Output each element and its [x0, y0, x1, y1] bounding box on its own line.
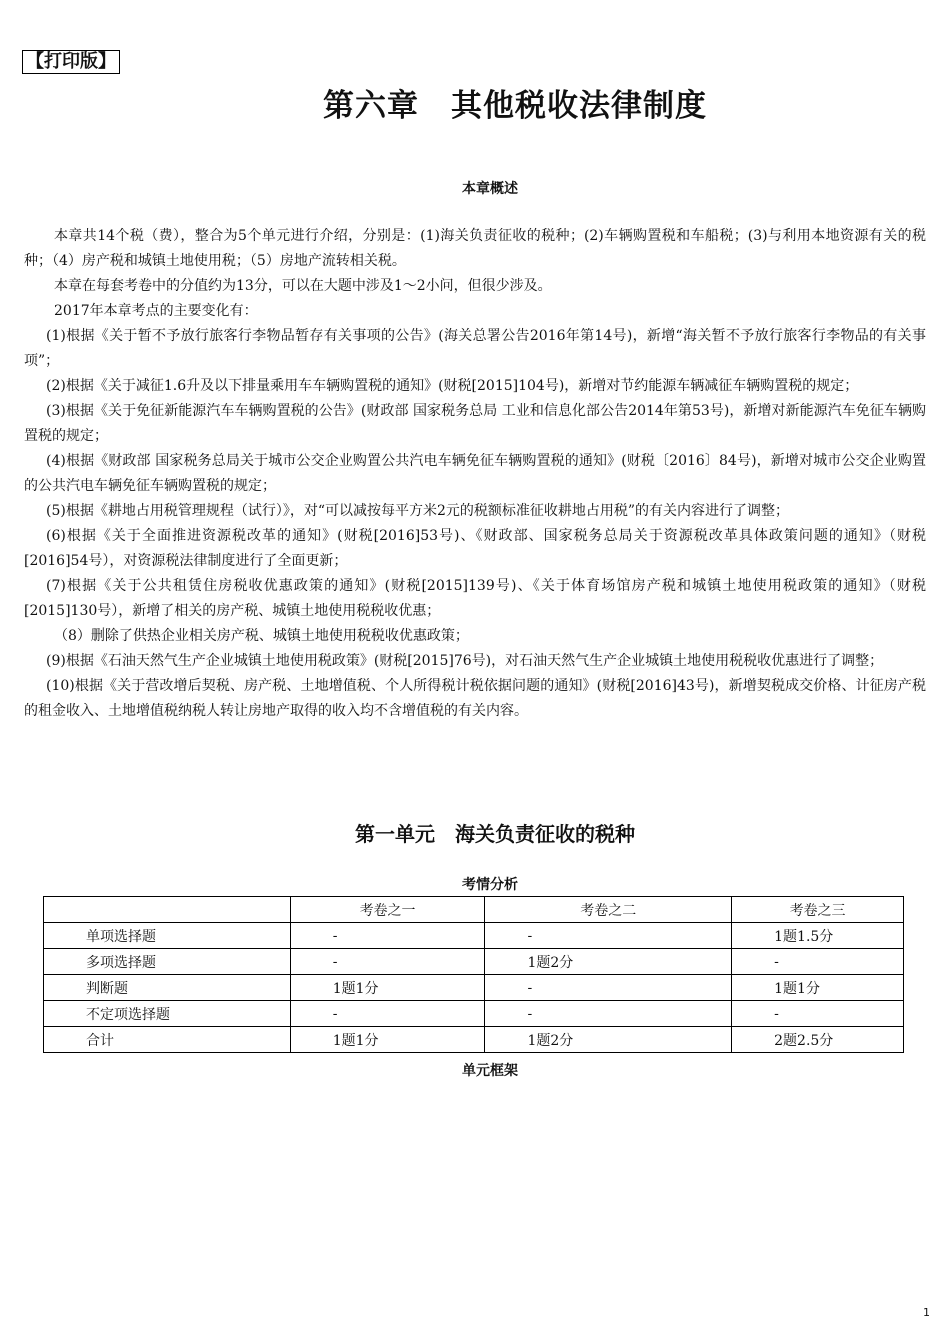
- table-cell: 2题2.5分: [732, 1027, 904, 1053]
- change-item-9: (9)根据《石油天然气生产企业城镇土地使用税政策》(财税[2015]76号)，对石油天然气生产企业城镇土地使用税税收优惠进行了调整；: [46, 653, 884, 669]
- header-cell: [44, 897, 291, 923]
- change-item-7: (7)根据《关于公共租赁住房税收优惠政策的通知》(财税[2015]139号)、《关于体育场馆房产税和城镇土地使用税政策的通知》（财税[2015]130号），新增了相关的房产税、城镇土地使用税税收优惠；: [24, 578, 926, 619]
- table-cell: -: [290, 923, 485, 949]
- table-cell: -: [485, 1001, 732, 1027]
- table-row: [44, 923, 904, 949]
- overview-heading: 本章概述: [462, 181, 518, 197]
- table-header-row: [44, 897, 904, 923]
- print-version-tag: 【打印版】: [22, 50, 120, 74]
- row-label: 不定项选择题: [44, 1001, 291, 1027]
- change-item-6: (6)根据《关于全面推进资源税改革的通知》(财税[2016]53号)、《财政部、国家税务总局关于资源税改革具体政策问题的通知》（财税[2016]54号），对资源税法律制度进行了全面更新；: [24, 528, 926, 569]
- change-item-3: (3)根据《关于免征新能源汽车车辆购置税的公告》(财政部 国家税务总局 工业和信息化部公告2014年第53号)，新增对新能源汽车免征车辆购置税的规定；: [24, 403, 926, 444]
- header-cell: 考卷之一: [290, 897, 485, 923]
- table-cell: -: [485, 923, 732, 949]
- change-item-1: (1)根据《关于暂不予放行旅客行李物品暂存有关事项的公告》(海关总署公告2016年第14号)，新增“海关暂不予放行旅客行李物品的有关事项”；: [24, 328, 926, 369]
- change-item-8: （8）删除了供热企业相关房产税、城镇土地使用税税收优惠政策；: [54, 628, 469, 644]
- table-cell: -: [485, 975, 732, 1001]
- exam-analysis-table: [43, 896, 904, 1053]
- table-cell: 1题2分: [485, 1027, 732, 1053]
- change-item-5: (5)根据《耕地占用税管理规程（试行）》，对“可以减按每平方米2元的税额标准征收耕地占用税”的有关内容进行了调整；: [46, 503, 790, 519]
- header-cell: 考卷之二: [485, 897, 732, 923]
- change-item-2: (2)根据《关于减征1.6升及以下排量乘用车车辆购置税的通知》(财税[2015]104号)，新增对节约能源车辆减征车辆购置税的规定；: [46, 378, 859, 394]
- table-cell: -: [290, 1001, 485, 1027]
- table-cell: 1题1分: [290, 975, 485, 1001]
- table-cell: 1题1.5分: [732, 923, 904, 949]
- row-label: 合计: [44, 1027, 291, 1053]
- table-cell: -: [732, 1001, 904, 1027]
- table-row: [44, 975, 904, 1001]
- paragraph-intro: 本章共14个税（费），整合为5个单元进行介绍，分别是：(1)海关负责征收的税种；(2)车辆购置税和车船税；(3)与利用本地资源有关的税种；（4）房产税和城镇土地使用税；（5）房地产流转相关税。: [24, 228, 926, 269]
- page-number: 1: [923, 1306, 930, 1319]
- paragraph-changes-lead: 2017年本章考点的主要变化有：: [54, 303, 258, 319]
- table-cell: -: [732, 949, 904, 975]
- table-cell: 1题2分: [485, 949, 732, 975]
- row-label: 单项选择题: [44, 923, 291, 949]
- table-cell: 1题1分: [732, 975, 904, 1001]
- table-cell: -: [290, 949, 485, 975]
- paragraph-score: 本章在每套考卷中的分值约为13分，可以在大题中涉及1～2小问，但很少涉及。: [54, 278, 552, 294]
- table-row: [44, 1001, 904, 1027]
- table-cell: 1题1分: [290, 1027, 485, 1053]
- row-label: 判断题: [44, 975, 291, 1001]
- unit-title: 第一单元 海关负责征收的税种: [355, 822, 635, 846]
- table-caption: 考情分析: [462, 877, 518, 893]
- chapter-title: 第六章 其他税收法律制度: [323, 88, 707, 124]
- table-row: [44, 949, 904, 975]
- table-row: [44, 1027, 904, 1053]
- unit-framework-heading: 单元框架: [462, 1063, 518, 1079]
- change-item-10: (10)根据《关于营改增后契税、房产税、土地增值税、个人所得税计税依据问题的通知》(财税[2016]43号)，新增契税成交价格、计征房产税的租金收入、土地增值税纳税人转让房地产取得的收入均不含增值税的有关内容。: [24, 678, 926, 719]
- header-cell: 考卷之三: [732, 897, 904, 923]
- row-label: 多项选择题: [44, 949, 291, 975]
- overview-body: [24, 224, 926, 724]
- change-item-4: (4)根据《财政部 国家税务总局关于城市公交企业购置公共汽电车辆免征车辆购置税的通知》(财税〔2016〕84号)，新增对城市公交企业购置的公共汽电车辆免征车辆购置税的规定；: [24, 453, 926, 494]
